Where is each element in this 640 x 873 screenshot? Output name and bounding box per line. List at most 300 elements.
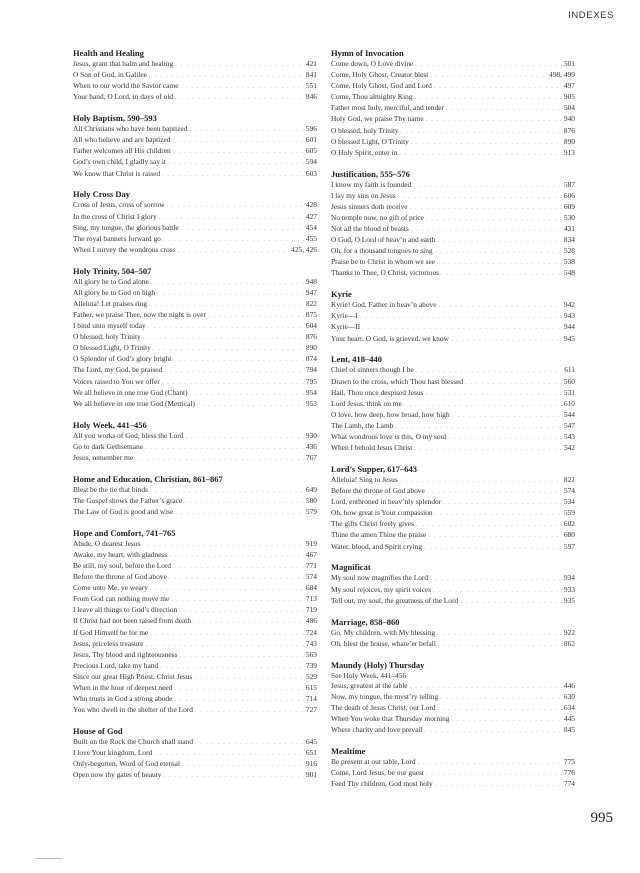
entry-page-number: 542 [563, 443, 575, 453]
index-entry [73, 299, 317, 310]
dot-leader [181, 82, 304, 92]
index-entry [331, 542, 575, 553]
entry-page-number: 794 [305, 365, 317, 375]
entry-page-number: 922 [563, 627, 575, 637]
dot-leader [443, 498, 562, 508]
index-entry [331, 137, 575, 148]
dot-leader [174, 695, 304, 705]
index-entry [331, 692, 575, 703]
entry-page-number: 560 [563, 376, 575, 386]
index-section [331, 354, 575, 454]
dot-leader [410, 682, 562, 692]
index-entry [331, 388, 575, 399]
index-entry [331, 639, 575, 650]
entry-title: God’s own child, I gladly say it [73, 157, 166, 167]
entry-page-number: 822 [305, 298, 317, 308]
dot-leader [149, 300, 304, 310]
dot-leader [415, 93, 562, 103]
index-entry [73, 628, 317, 639]
entry-title: The Lord, my God, be praised [73, 365, 163, 375]
index-entry [331, 213, 575, 224]
section-title: Hymn of Invocation [331, 48, 404, 58]
entry-page-number: 649 [305, 484, 317, 494]
entry-title: O Son of God, in Galilee [73, 70, 147, 80]
entry-title: Voices raised to You we offer [73, 376, 160, 386]
entry-page-number: 901 [305, 770, 317, 780]
section-title: Maundy (Holy) Thursday [331, 659, 425, 670]
entry-page-number: 834 [563, 235, 575, 245]
entry-title: Oh, for a thousand tongues to sing [331, 246, 433, 256]
index-entry [73, 212, 317, 223]
dot-leader [181, 224, 304, 234]
dot-leader [177, 246, 289, 256]
entry-page-number: 775 [563, 756, 575, 766]
entry-title: Where charity and love prevail [331, 724, 423, 734]
entry-title: The gifts Christ freely gives [331, 519, 414, 529]
entry-page-number: 821 [563, 475, 575, 484]
dot-leader [426, 769, 562, 779]
section-title: Home and Education, Christian, 861–867 [73, 473, 223, 484]
index-entry [331, 410, 575, 421]
section-title: Hope and Comfort, 741–765 [73, 527, 176, 538]
dot-leader [172, 136, 303, 146]
dot-leader [452, 411, 562, 421]
dot-leader [411, 225, 562, 235]
entry-page-number: 713 [305, 594, 317, 604]
index-entry [73, 146, 317, 157]
entry-page-number: 874 [305, 354, 317, 364]
index-entry [73, 442, 317, 453]
index-entry [331, 399, 575, 410]
index-entry [331, 334, 575, 345]
index-entry [331, 596, 575, 607]
index-entry [73, 277, 317, 288]
dot-leader [174, 684, 304, 694]
entry-page-number: 935 [563, 595, 575, 605]
footer-rule [36, 858, 62, 859]
index-entry [73, 157, 317, 168]
entry-title: Since our great High Priest, Christ Jesus [73, 671, 193, 681]
entry-title: Come, Lord Jesus, be our guest [331, 767, 424, 777]
entry-page-number: 913 [563, 147, 575, 157]
entry-title: All glory be to God on high [73, 287, 156, 297]
dot-leader [425, 389, 561, 399]
index-entry [331, 126, 575, 137]
entry-page-number: 890 [305, 343, 317, 353]
index-entry [73, 388, 317, 399]
index-entry [73, 770, 317, 781]
index-entry [73, 583, 317, 594]
index-section [331, 289, 575, 344]
entry-page-number: 602 [563, 519, 575, 529]
index-entry [73, 672, 317, 683]
dot-leader [143, 333, 304, 343]
entry-page-number: 531 [563, 387, 575, 397]
entry-title: All who believe and are baptized [73, 135, 171, 145]
entry-title: When I behold Jesus Christ [331, 443, 413, 453]
dot-leader [175, 93, 304, 103]
dot-leader [179, 651, 304, 661]
dot-leader [171, 595, 304, 605]
entry-page-number: 528 [563, 246, 575, 256]
dot-leader [173, 355, 304, 365]
entry-title: I bind unto myself today [73, 321, 146, 331]
entry-title: Father most holy, merciful, and tender [331, 103, 445, 113]
dot-leader [446, 104, 562, 114]
dot-leader [168, 158, 304, 168]
entry-title: See Holy Week, 441–456 [331, 670, 407, 680]
index-section [73, 113, 317, 179]
dot-leader [418, 758, 562, 768]
entry-title: O blessed Light, O Trinity [331, 136, 409, 146]
entry-page-number: 603 [305, 168, 317, 178]
index-entry [331, 486, 575, 497]
index-entry [331, 224, 575, 235]
entry-page-number: 501 [563, 59, 575, 68]
dot-leader [435, 780, 562, 790]
index-entry [331, 432, 575, 443]
index-section [73, 48, 317, 103]
entry-page-number: 645 [305, 737, 317, 747]
entry-page-number: 945 [563, 333, 575, 343]
entry-title: Be still, my soul, before the Lord [73, 560, 172, 570]
entry-title: O God, O Lord of heav’n and earth [331, 235, 436, 245]
dot-leader [437, 258, 562, 268]
entry-page-number: 680 [563, 530, 575, 540]
entry-title: Jesus, grant that balm and healing [73, 59, 174, 68]
dot-leader [142, 540, 304, 550]
entry-page-number: 594 [305, 157, 317, 167]
dot-leader [404, 400, 562, 410]
entry-title: We all believe in one true God (Chant) [73, 387, 188, 397]
index-entry [73, 343, 317, 354]
entry-title: I leave all things to God’s direction [73, 605, 178, 615]
index-entry [73, 561, 317, 572]
entry-page-number: 579 [305, 506, 317, 516]
dot-leader [465, 378, 562, 388]
index-entry [73, 639, 317, 650]
entry-page-number: 743 [305, 638, 317, 648]
section-title: Marriage, 858–860 [331, 616, 400, 627]
section-title: Holy Baptism, 590–593 [73, 113, 157, 124]
dot-leader [435, 247, 562, 257]
entry-page-number: 421 [305, 59, 317, 68]
index-entry [73, 223, 317, 234]
entry-title: Be present at our table, Lord [331, 756, 416, 766]
section-title: Lord’s Supper, 617–643 [331, 464, 418, 474]
dot-leader [430, 574, 562, 584]
index-entry [73, 683, 317, 694]
entry-title: No temple now, no gift of price [331, 212, 424, 222]
index-entry [331, 714, 575, 725]
entry-page-number: 486 [305, 616, 317, 626]
dot-leader [175, 508, 304, 518]
entry-page-number: 930 [305, 430, 317, 440]
entry-page-number: 933 [563, 584, 575, 594]
dot-leader [362, 323, 562, 333]
entry-title: Sing, my tongue, the glorious battle [73, 222, 179, 232]
entry-title: My soul rejoices, my spirit voices [331, 584, 432, 594]
index-entry [331, 257, 575, 268]
index-section [73, 726, 317, 781]
entry-page-number: 771 [305, 560, 317, 570]
section-title: Holy Week, 441–456 [73, 419, 147, 430]
entry-page-number: 953 [305, 398, 317, 408]
entry-title: If God Himself be for me [73, 627, 149, 637]
index-entry [331, 725, 575, 736]
entry-title: Come down, O Love divine [331, 59, 414, 68]
entry-title: Lord Jesus, think on me [331, 398, 402, 408]
index-entry [331, 103, 575, 114]
section-title: Justification, 555–576 [331, 168, 410, 179]
entry-title: When You woke that Thursday morning [331, 713, 450, 723]
dot-leader [145, 443, 304, 453]
dot-leader [435, 509, 562, 519]
dot-leader [189, 125, 304, 135]
index-entry [331, 585, 575, 596]
entry-title: Built on the Rock the Church shall stand [73, 737, 194, 747]
index-entry [331, 628, 575, 639]
entry-title: If Christ had not been raised from death [73, 616, 192, 626]
entry-title: Go to dark Gethsemane [73, 441, 143, 451]
entry-page-number: 719 [305, 605, 317, 615]
entry-page-number: 714 [305, 694, 317, 704]
entry-page-number: 563 [305, 649, 317, 659]
index-entry [73, 81, 317, 92]
entry-page-number: 427 [305, 211, 317, 221]
dot-leader [413, 181, 562, 191]
entry-title: Who trusts in God a strong abode [73, 694, 173, 704]
index-entry [73, 759, 317, 770]
entry-page-number: 580 [305, 495, 317, 505]
entry-title: Before the throne of God above [331, 486, 425, 496]
entry-page-number: 455 [305, 233, 317, 243]
entry-title: Alleluia! Let praises ring [73, 298, 148, 308]
index-section [331, 746, 575, 790]
entry-title: Kyrie—I [331, 311, 358, 321]
dot-leader [167, 201, 304, 211]
index-entry [73, 572, 317, 583]
entry-page-number: 905 [563, 92, 575, 102]
entry-page-number: 606 [563, 190, 575, 200]
dot-leader [160, 662, 304, 672]
dot-leader [149, 71, 304, 81]
entry-title: Alleluia! Sing to Jesus [331, 475, 398, 484]
entry-title: O blessed, holy Trinity [73, 332, 141, 342]
dot-leader [425, 726, 562, 736]
dot-leader [438, 640, 562, 650]
entry-title: The Law of God is good and wise [73, 506, 174, 516]
entry-title: Open now thy gates of beauty [73, 770, 162, 780]
entry-title: My soul now magnifies the Lord [331, 573, 429, 583]
index-entry [73, 705, 317, 716]
dot-leader [427, 487, 562, 497]
dot-leader [426, 214, 562, 224]
index-entry [73, 550, 317, 561]
entry-page-number: 630 [563, 691, 575, 701]
index-entry [73, 354, 317, 365]
section-title: Kyrie [331, 289, 352, 300]
entry-title: Oh, blest the house, whate’er befall [331, 638, 436, 648]
dot-leader [401, 127, 562, 137]
entry-title: Jesus, priceless treasure [73, 638, 144, 648]
dot-leader [360, 312, 562, 322]
index-entry [331, 311, 575, 322]
section-title: Health and Healing [73, 48, 144, 58]
entry-page-number: 767 [305, 452, 317, 462]
entry-title: Lord, enthroned in heav’nly splendor [331, 497, 442, 507]
index-entry [331, 300, 575, 311]
dot-leader [460, 597, 562, 607]
entry-title: Now, my tongue, the myst’ry telling [331, 691, 439, 701]
entry-title: O blessed Light, O Trinity [73, 343, 151, 353]
index-entry [331, 191, 575, 202]
dot-leader [151, 278, 304, 288]
entry-page-number: 947 [305, 287, 317, 297]
dot-leader [162, 378, 304, 388]
index-section [331, 169, 575, 280]
dot-leader [185, 432, 303, 442]
entry-title: From God can nothing move me [73, 594, 170, 604]
index-entry [331, 322, 575, 333]
index-entry [73, 748, 317, 759]
index-entry [73, 135, 317, 146]
entry-title: The death of Jesus Christ, our Lord [331, 702, 436, 712]
entry-title: All you works of God, bless the Lord [73, 430, 184, 440]
entry-title: Thine the amen Thine the praise [331, 530, 427, 540]
index-entry [73, 310, 317, 321]
entry-page-number: 543 [563, 432, 575, 442]
entry-page-number: 551 [305, 81, 317, 91]
dot-leader [135, 454, 304, 464]
dot-leader [451, 335, 562, 345]
entry-page-number: 890 [563, 136, 575, 146]
dot-leader [414, 444, 562, 454]
entry-page-number: 615 [305, 683, 317, 692]
dot-leader [195, 706, 304, 716]
entry-page-number: 604 [305, 321, 317, 331]
entry-title: I lay my sins on Jesus [331, 190, 396, 200]
dot-leader [148, 322, 304, 332]
entry-title: Praise be to Christ in whom we see [331, 257, 436, 267]
entry-page-number: 846 [305, 92, 317, 102]
entry-title: Jesus sinners doth receive [331, 201, 408, 211]
entry-page-number: 776 [563, 767, 575, 777]
entry-page-number: 943 [563, 311, 575, 321]
entry-page-number: 684 [305, 583, 317, 593]
entry-title: I know my faith is founded [331, 179, 412, 189]
dot-leader [399, 149, 562, 159]
entry-page-number: 574 [305, 572, 317, 582]
entry-title: When to our world the Savior came [73, 81, 179, 91]
entry-title: Go, My children, with My blessing [331, 627, 436, 637]
dot-leader [169, 573, 304, 583]
dot-leader [190, 389, 304, 399]
entry-page-number: 597 [563, 541, 575, 551]
index-section [331, 617, 575, 650]
dot-leader [157, 289, 304, 299]
entry-title: The Gospel shows the Father’s grace [73, 495, 183, 505]
entry-page-number: 534 [563, 497, 575, 507]
dot-leader [184, 497, 304, 507]
entry-page-number: 875 [305, 309, 317, 319]
entry-title: When I survey the wondrous cross [73, 244, 176, 254]
index-entry [331, 148, 575, 159]
index-entry [73, 288, 317, 299]
entry-page-number: 497 [563, 81, 575, 91]
entry-title: Chief of sinners though I be [331, 365, 414, 375]
index-entry [73, 453, 317, 464]
entry-title: Jesus, Thy blood and righteousness [73, 649, 178, 659]
dot-leader [194, 673, 304, 683]
index-entry [73, 431, 317, 442]
section-title: Mealtime [331, 745, 366, 756]
dot-leader [162, 170, 304, 180]
index-entry [73, 616, 317, 627]
entry-page-number: 436 [305, 441, 317, 451]
index-entry [73, 332, 317, 343]
entry-page-number: 530 [563, 212, 575, 222]
entry-page-number: 428 [305, 200, 317, 210]
entry-page-number: 559 [563, 508, 575, 518]
entry-page-number: 916 [305, 759, 317, 769]
entry-title: O love, how deep, how broad, how high [331, 409, 450, 419]
index-entry [331, 235, 575, 246]
index-entry [73, 594, 317, 605]
index-entry [331, 246, 575, 257]
entry-title: Come, Holy Ghost, God and Lord [331, 81, 432, 91]
left-column [73, 48, 317, 791]
entry-title: Oh, how great is Your compassion [331, 508, 433, 518]
dot-leader [410, 203, 562, 213]
entry-page-number: 942 [563, 300, 575, 310]
dot-leader [163, 235, 304, 245]
entry-page-number: 547 [563, 420, 575, 430]
dot-leader [150, 629, 304, 639]
entry-title: Father welcomes all His children [73, 146, 171, 156]
index-entry [73, 661, 317, 672]
index-section [73, 528, 317, 717]
entry-title: Precious Lord, take my hand [73, 660, 159, 670]
dot-leader [400, 476, 562, 486]
index-section [73, 189, 317, 255]
index-entry [331, 757, 575, 768]
entry-title: Come, Thou almighty King [331, 92, 413, 102]
entry-page-number: 467 [305, 549, 317, 559]
entry-title: Holy God, we praise Thy name [331, 114, 424, 124]
index-entry [73, 92, 317, 103]
index-entry [331, 768, 575, 779]
entry-page-number: 944 [563, 322, 575, 332]
entry-title: When in the hour of deepest need [73, 683, 173, 692]
entry-title: In the cross of Christ I glory [73, 211, 157, 221]
index-entry [73, 539, 317, 550]
dot-leader [163, 771, 303, 781]
entry-title: Blest be the tie that binds [73, 484, 148, 494]
dot-leader [416, 520, 562, 530]
entry-page-number: 498, 499 [549, 70, 575, 80]
index-entry [331, 268, 575, 279]
dot-leader [416, 366, 562, 376]
running-header: INDEXES [568, 10, 614, 21]
index-entry [331, 519, 575, 530]
index-entry [73, 200, 317, 211]
entry-page-number: 544 [563, 409, 575, 419]
entry-title: Thanks to Thee, O Christ, victorious [331, 268, 440, 278]
index-entry [73, 694, 317, 705]
entry-title: Awake, my heart, with gladness [73, 549, 168, 559]
dot-leader [182, 760, 304, 770]
